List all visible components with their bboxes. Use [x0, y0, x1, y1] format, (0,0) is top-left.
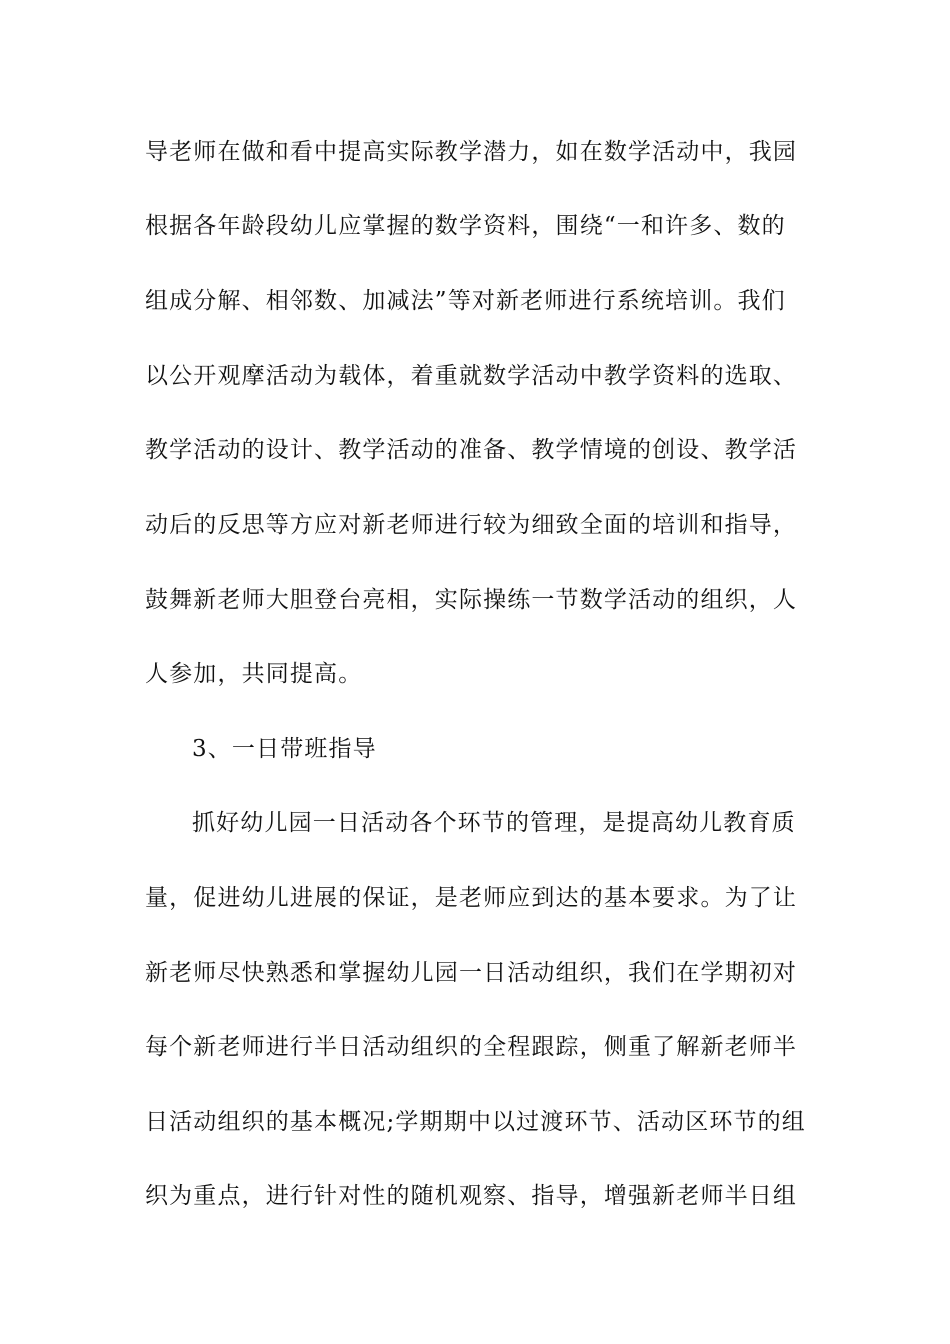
text-line: 织为重点，进行针对性的随机观察、指导，增强新老师半日组	[145, 1183, 798, 1209]
text-line: 量，促进幼儿进展的保证，是老师应到达的基本要求。为了让	[145, 885, 798, 911]
text-line: 日活动组织的基本概况;学期期中以过渡环节、活动区环节的组	[145, 1109, 806, 1135]
text-line: 根据各年龄段幼儿应掌握的数学资料，围绕“一和许多、数的	[145, 213, 786, 239]
text-line: 每个新老师进行半日活动组织的全程跟踪，侧重了解新老师半	[145, 1034, 798, 1060]
text-line: 以公开观摩活动为载体，着重就数学活动中教学资料的选取、	[145, 363, 798, 389]
text-line: 动后的反思等方应对新老师进行较为细致全面的培训和指导，	[145, 512, 798, 538]
text-line: 鼓舞新老师大胆登台亮相，实际操练一节数学活动的组织，人	[145, 587, 798, 613]
text-line: 组成分解、相邻数、加减法”等对新老师进行系统培训。我们	[145, 288, 786, 314]
text-line: 教学活动的设计、教学活动的准备、教学情境的创设、教学活	[145, 437, 798, 463]
paragraph-first-line: 抓好幼儿园一日活动各个环节的管理，是提高幼儿教育质	[192, 810, 796, 836]
text-line: 导老师在做和看中提高实际教学潜力，如在数学活动中，我园	[145, 139, 798, 165]
text-line: 新老师尽快熟悉和掌握幼儿园一日活动组织，我们在学期初对	[145, 960, 798, 986]
section-heading: 3、一日带班指导	[192, 736, 377, 762]
text-line: 人参加，共同提高。	[145, 661, 363, 687]
